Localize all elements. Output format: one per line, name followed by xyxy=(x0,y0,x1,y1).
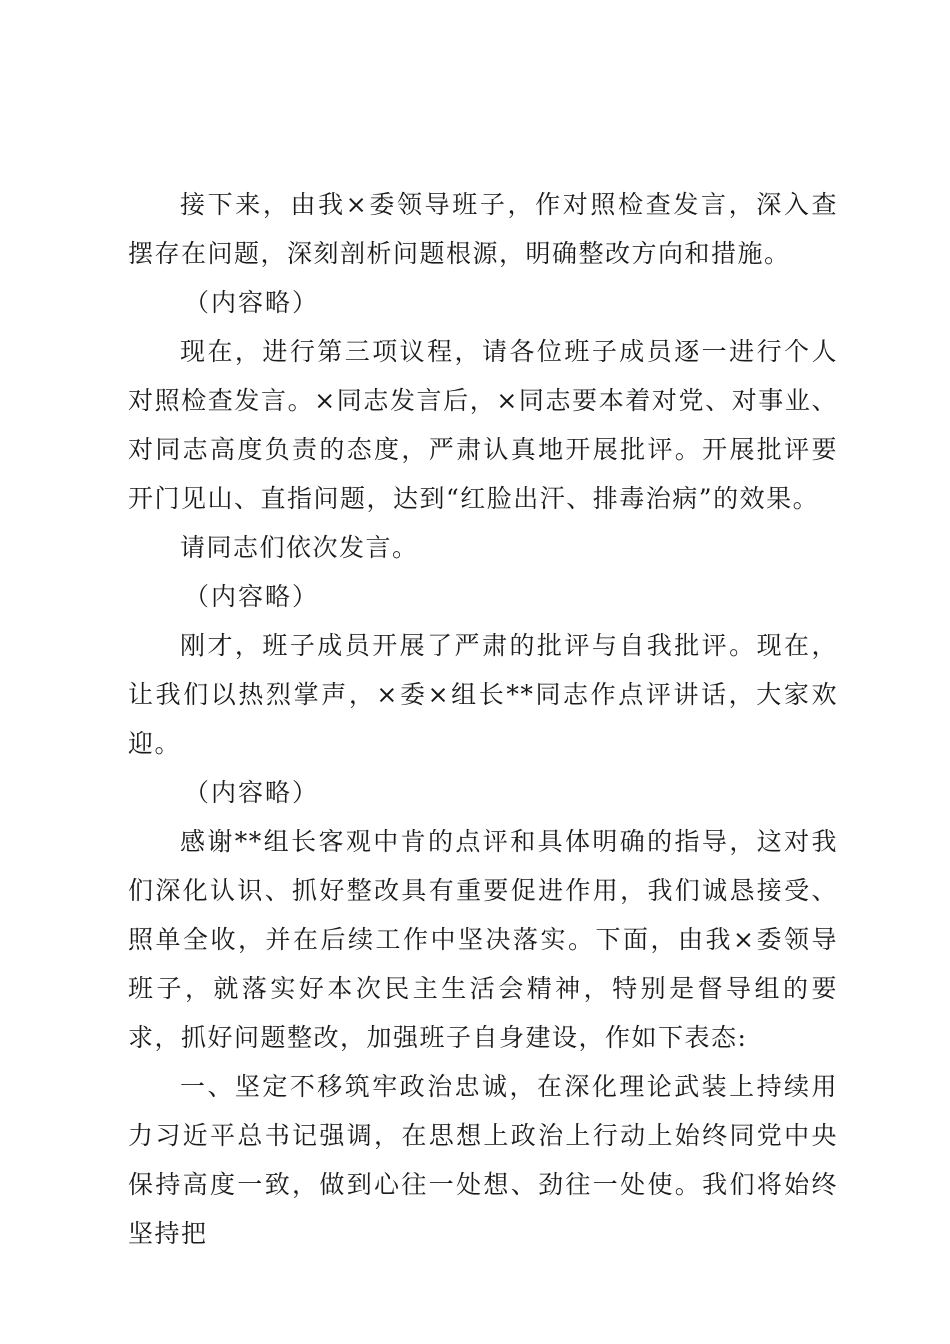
paragraph-third-agenda: 现在，进行第三项议程，请各位班子成员逐一进行个人对照检查发言。×同志发言后，×同志要本着对党、对事业、对同志高度负责的态度，严肃认真地开展批评。开展批评要开门见山、直指问题，达到“红脸出汗、排毒治病”的效果。 xyxy=(128,337,838,513)
paragraph-speak-in-turn: 请同志们依次发言。 xyxy=(180,533,419,562)
paragraph-thanks-and-pledge: 感谢**组长客观中肯的点评和具体明确的指导，这对我们深化认识、抓好整改具有重要促进作用，我们诚恳接受、照单全收，并在后续工作中坚决落实。下面，由我×委领导班子，就落实好本次民主生活会精神，特别是督导组的要求，抓好问题整改，加强班子自身建设，作如下表态: xyxy=(128,827,838,1052)
document-body xyxy=(128,180,838,1258)
content-omitted-note: （内容略） xyxy=(184,582,320,611)
paragraph-leadership-self-check: 接下来，由我×委领导班子，作对照检查发言，深入查摆存在问题，深刻剖析问题根源，明确整改方向和措施。 xyxy=(128,190,838,268)
paragraph-team-leader-comment: 刚才，班子成员开展了严肃的批评与自我批评。现在，让我们以热烈掌声，×委×组长**同志作点评讲话，大家欢迎。 xyxy=(128,631,838,758)
paragraph-point-one: 一、坚定不移筑牢政治忠诚，在深化理论武装上持续用力习近平总书记强调，在思想上政治上行动上始终同党中央保持高度一致，做到心往一处想、劲往一处使。我们将始终坚持把 xyxy=(128,1072,838,1248)
content-omitted-note: （内容略） xyxy=(184,288,320,317)
content-omitted-note: （内容略） xyxy=(184,778,320,807)
